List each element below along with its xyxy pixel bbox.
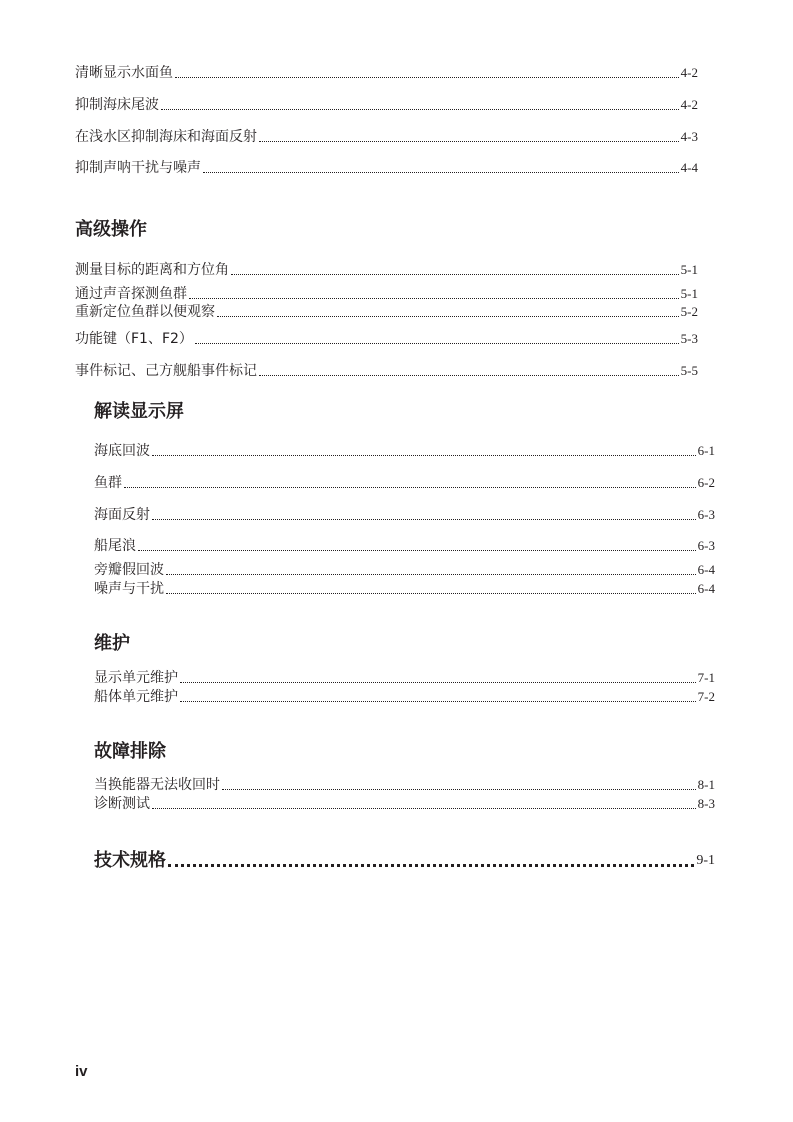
dot-leader (195, 343, 679, 344)
toc-entry-page: 4-3 (680, 129, 698, 144)
dot-leader (152, 808, 696, 809)
dot-leader (203, 172, 679, 173)
toc-entry-page: 8-1 (697, 777, 715, 792)
dot-leader (259, 141, 679, 142)
toc-entry-label: 在浅水区抑制海床和海面反射 (75, 129, 257, 145)
toc-entry[interactable] (75, 127, 698, 147)
toc-entry-page: 6-3 (697, 538, 715, 553)
dot-leader (189, 298, 679, 299)
toc-entry[interactable] (94, 668, 715, 688)
dot-leader (180, 682, 696, 683)
toc-entry-page: 8-3 (697, 796, 715, 811)
dot-leader (222, 789, 696, 790)
toc-entry-page: 4-2 (680, 97, 698, 112)
page-number: iv (75, 1063, 88, 1080)
section-heading: 故障排除 (94, 741, 166, 762)
toc-entry-page: 7-1 (697, 670, 715, 685)
toc-entry-label: 噪声与干扰 (94, 581, 164, 597)
toc-entry-label: 海面反射 (94, 507, 150, 523)
toc-entry[interactable] (94, 775, 715, 795)
toc-entry-label: 当换能器无法收回时 (94, 777, 220, 793)
section-heading: 维护 (94, 633, 130, 654)
toc-entry-label: 功能键（F1、F2） (75, 331, 193, 347)
toc-entry[interactable] (94, 473, 715, 493)
dot-leader (166, 574, 696, 575)
toc-entry-label: 船尾浪 (94, 538, 136, 554)
toc-entry-label: 船体单元维护 (94, 689, 178, 705)
toc-entry-page: 6-1 (697, 443, 715, 458)
section-heading: 解读显示屏 (94, 401, 184, 422)
toc-entry-label: 海底回波 (94, 443, 150, 459)
toc-entry-page: 4-2 (680, 65, 698, 80)
dot-leader (161, 109, 679, 110)
toc-entry[interactable] (94, 794, 715, 814)
toc-entry[interactable] (94, 579, 715, 599)
toc-entry-page: 5-2 (680, 304, 698, 319)
toc-entry-page: 6-4 (697, 562, 715, 577)
dot-leader (231, 274, 679, 275)
dot-leader (217, 316, 679, 317)
toc-entry-page: 5-5 (680, 363, 698, 378)
toc-entry-label: 旁瓣假回波 (94, 562, 164, 578)
toc-entry-label: 测量目标的距离和方位角 (75, 262, 229, 278)
toc-entry-label: 抑制声呐干扰与噪声 (75, 160, 201, 176)
toc-entry[interactable] (94, 536, 715, 556)
toc-entry-label: 抑制海床尾波 (75, 97, 159, 113)
toc-entry-page: 7-2 (697, 689, 715, 704)
toc-entry-label: 重新定位鱼群以便观察 (75, 304, 215, 320)
toc-entry-page: 5-1 (680, 262, 698, 277)
toc-entry-page: 6-2 (697, 475, 715, 490)
dot-leader (175, 77, 679, 78)
toc-entry[interactable] (75, 158, 698, 178)
dot-leader (259, 375, 679, 376)
toc-entry-label: 事件标记、己方舰船事件标记 (75, 363, 257, 379)
toc-entry[interactable] (75, 260, 698, 280)
toc-entry[interactable] (75, 361, 698, 381)
dot-leader (166, 593, 696, 594)
toc-entry[interactable] (94, 505, 715, 525)
toc-entry-label: 清晰显示水面鱼 (75, 65, 173, 81)
dot-leader (138, 550, 696, 551)
toc-chapter-page: 9-1 (696, 853, 715, 868)
toc-entry-page: 5-1 (680, 286, 698, 301)
toc-entry-page: 6-4 (697, 581, 715, 596)
dot-leader (180, 701, 696, 702)
toc-entry[interactable] (75, 95, 698, 115)
toc-entry-page: 6-3 (697, 507, 715, 522)
toc-entry-label: 鱼群 (94, 475, 122, 491)
dot-leader (168, 864, 694, 867)
toc-entry-label: 诊断测试 (94, 796, 150, 812)
section-heading: 高级操作 (75, 219, 147, 240)
dot-leader (124, 487, 696, 488)
toc-entry[interactable] (94, 560, 715, 580)
toc-entry[interactable] (75, 302, 698, 322)
toc-entry[interactable] (94, 687, 715, 707)
toc-entry-page: 5-3 (680, 331, 698, 346)
toc-chapter-label: 技术规格 (94, 850, 166, 871)
toc-entry-label: 显示单元维护 (94, 670, 178, 686)
toc-entry[interactable] (75, 329, 698, 349)
toc-entry[interactable] (75, 284, 698, 304)
toc-entry[interactable] (94, 441, 715, 461)
dot-leader (152, 519, 696, 520)
toc-entry-page: 4-4 (680, 160, 698, 175)
toc-chapter-entry[interactable] (94, 848, 715, 874)
dot-leader (152, 455, 696, 456)
toc-entry[interactable] (75, 63, 698, 83)
toc-entry-label: 通过声音探测鱼群 (75, 286, 187, 302)
